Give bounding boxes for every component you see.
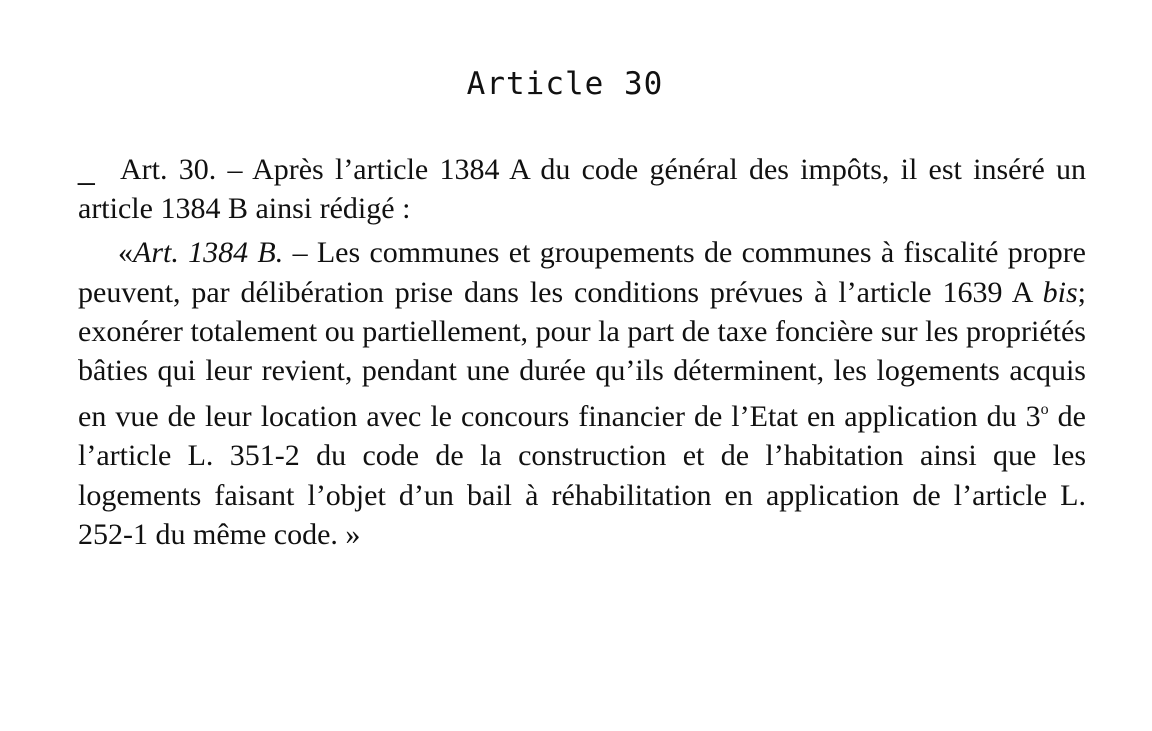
article-paragraph-intro [78,150,1086,228]
article-paragraph-inserted [78,233,1086,554]
intro-text: – Après l’article 1384 A du code général des impôts, il est inséré un article 1384 B ainsi rédigé : [78,153,1087,226]
dash-mark: _ [78,153,95,186]
bis-italic-word: bis [1042,275,1078,309]
article-number-label: Art. 30. [120,153,217,186]
inserted-article-label: Art. 1384 B. [133,236,284,270]
article-heading: Article 30 [466,66,664,102]
ordinal-superscript: o [1040,401,1049,419]
inserted-text-part-3: de l’article L. 351-2 du code de la construction et de l’habitation ainsi que les logements faisant l’objet d’un bail à réhabilitation en application de l’article L. 252-1 du même code. » [78,400,1086,551]
article-body [78,150,1086,554]
inserted-text-part-2: ; exonérer totalement ou partiellement, pour la part de taxe foncière sur les propriétés bâties qui leur revient, pendant une durée qu’ils déterminent, les logements acquis en vue de leur location avec le concours financier de l’Etat en application du 3 [78,275,1087,434]
inserted-text-part-1: – Les communes et groupements de communes à fiscalité propre peuvent, par délibération prise dans les conditions prévues à l’article 1639 A [78,236,1086,309]
opening-quote: « [118,236,133,270]
